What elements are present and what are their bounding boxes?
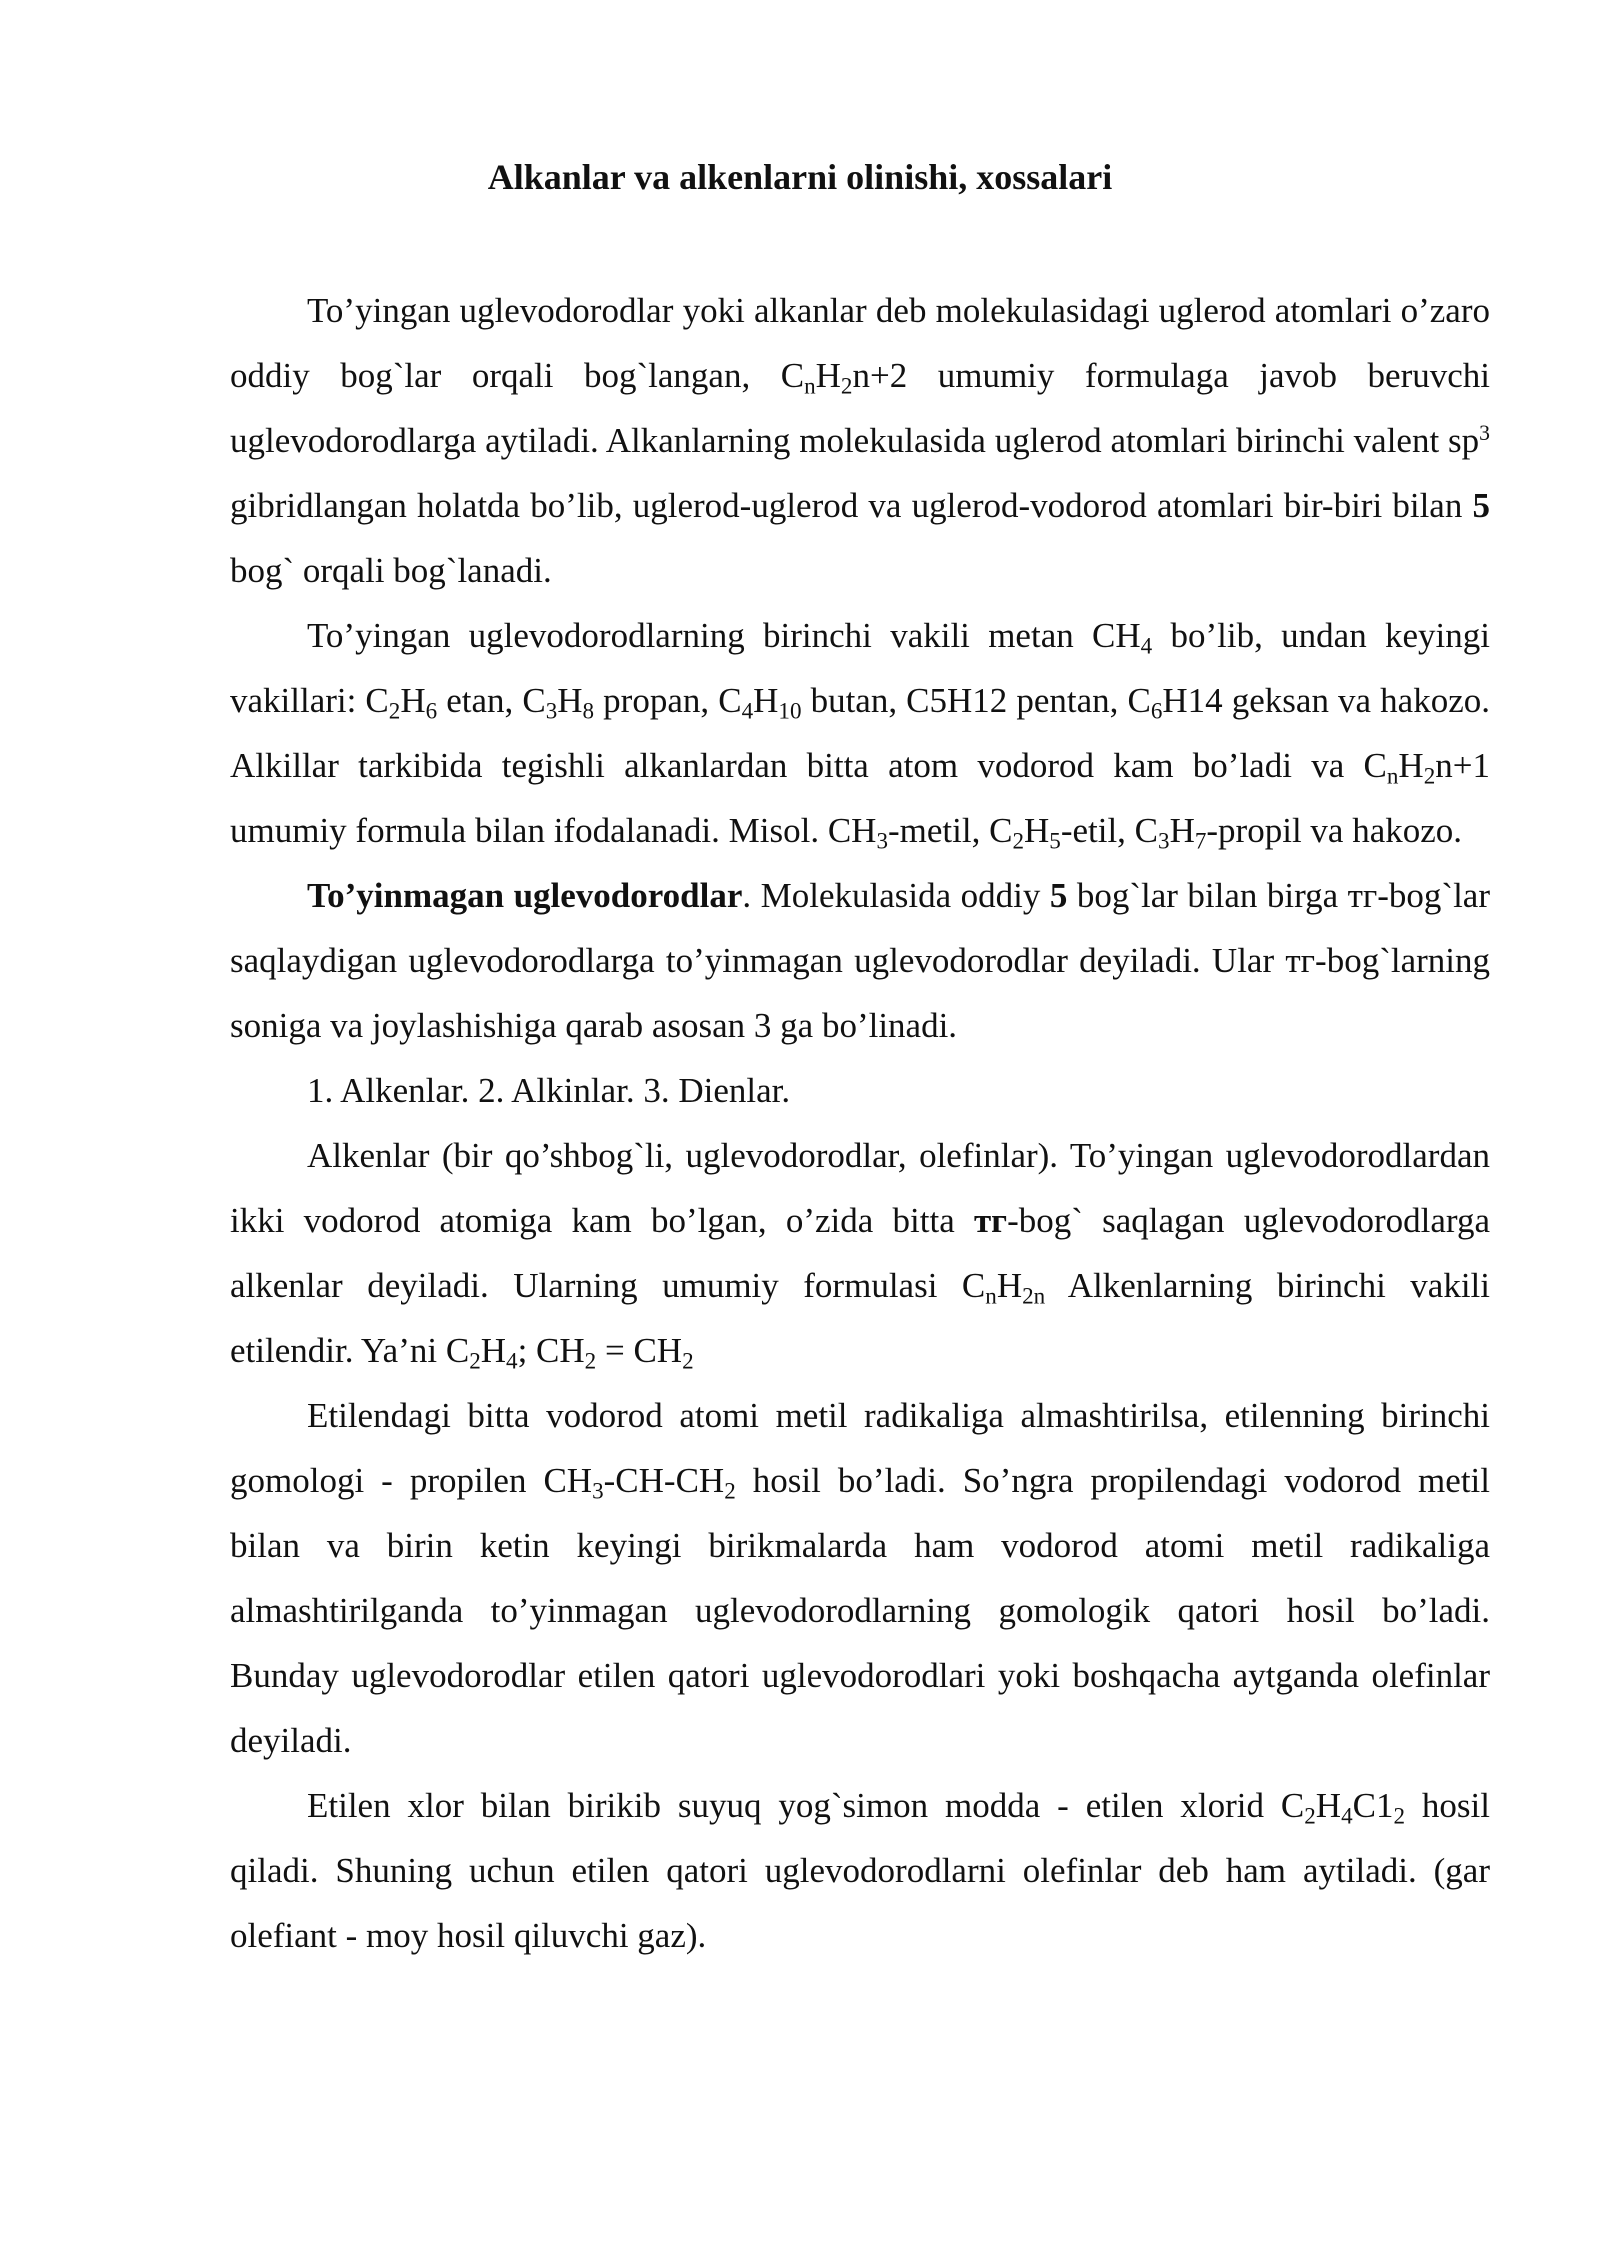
subscript: 4 xyxy=(1140,632,1153,659)
bold-text: ᴛг xyxy=(973,1201,1008,1240)
subscript: 2 xyxy=(1012,827,1024,854)
paragraph-propylene-homologs xyxy=(230,1383,1490,1773)
text-run: hosil bo’ladi. So’ngra propilendagi vodorod metil bilan va birin ketin keyingi birikmalarda ham vodorod atomi metil radikaliga almashtirilganda to’yinmagan uglevodorodlarning gomologik qatori hosil bo’ladi. Bunday uglevodorodlar etilen qatori uglevodorodlari yoki boshqacha aytganda olefinlar deyiladi. xyxy=(230,1461,1490,1760)
text-run: To’yingan uglevodorodlarning birinchi vakili metan CH xyxy=(307,616,1141,655)
subscript: 2 xyxy=(724,1477,736,1504)
subscript: n xyxy=(1386,762,1399,789)
page-title: Alkanlar va alkenlarni olinishi, xossalari xyxy=(487,157,1113,197)
text-run: -bog` saqlagan uglevodorodlarga alkenlar deyiladi. Ularning umumiy formulasi C xyxy=(230,1201,1490,1305)
superscript: 3 xyxy=(1479,421,1490,446)
subscript: n xyxy=(804,372,816,399)
text-run: H xyxy=(480,1331,507,1370)
text-run: -etil, C xyxy=(1060,811,1159,850)
text-run: Etilen xlor bilan birikib suyuq yog`simon modda - etilen xlorid C xyxy=(307,1786,1305,1825)
subscript: 4 xyxy=(1341,1802,1353,1829)
text-run: = CH xyxy=(596,1331,683,1370)
text-run: . Molekulasida oddiy xyxy=(742,876,1050,915)
subscript: 10 xyxy=(778,697,802,724)
text-run: H xyxy=(400,681,426,720)
bold-heading-text: To’yinmagan uglevodorodlar xyxy=(307,876,743,915)
subscript: 6 xyxy=(1150,697,1163,724)
subscript: 7 xyxy=(1194,827,1207,854)
subscript: 2 xyxy=(1393,1802,1406,1829)
bold-text: 5 xyxy=(1049,876,1068,915)
subscript: 6 xyxy=(425,697,438,724)
subscript: 3 xyxy=(545,697,558,724)
text-run: H xyxy=(753,681,779,720)
text-run: bog` orqali bog`lanadi. xyxy=(230,551,552,590)
text-run: -metil, C xyxy=(888,811,1013,850)
text-run: hosil qiladi. Shuning uchun etilen qatori uglevodorodlarni olefinlar deb ham aytiladi. (gar olefiant - moy hosil qiluvchi gaz). xyxy=(230,1786,1490,1955)
bold-text: 5 xyxy=(1472,486,1490,525)
text-run: Alkenlar (bir qo’shbog`li, uglevodorodlar, olefinlar). To’yingan uglevodorodlardan ikki vodorod atomiga kam bo’lgan, o’zida bitta xyxy=(230,1136,1490,1240)
subscript: 2 xyxy=(469,1347,481,1374)
text-run: H xyxy=(996,1266,1023,1305)
text-run: Etilendagi bitta vodorod atomi metil radikaliga almashtirilsa, etilenning birinchi gomologi - propilen CH xyxy=(230,1396,1490,1500)
paragraph-unsaturated-hydrocarbons xyxy=(230,863,1490,1058)
subscript: 8 xyxy=(582,697,595,724)
paragraph-classification-list: 1. Alkenlar. 2. Alkinlar. 3. Dienlar. xyxy=(307,1071,791,1110)
text-run: bo’lib, undan keyingi vakillari: C xyxy=(230,616,1490,720)
subscript: n xyxy=(985,1282,997,1309)
text-run: bog`lar bilan birga ᴛг-bog`lar saqlaydigan uglevodorodlarga to’yinmagan uglevodorodlar deyiladi. Ular ᴛг-bog`larning soniga va joylashishiga qarab asosan 3 ga bo’linadi. xyxy=(230,876,1490,1045)
text-run: n+2 umumiy formulaga javob beruvchi uglevodorodlarga aytiladi. Alkanlarning molekulasida uglerod atomlari birinchi valent sp xyxy=(230,356,1490,460)
text-run: H xyxy=(1398,746,1424,785)
subscript: 2 xyxy=(682,1347,694,1374)
text-run: -CH-CH xyxy=(603,1461,725,1500)
document-body xyxy=(230,278,1490,1968)
text-run: H xyxy=(1315,1786,1342,1825)
subscript: 3 xyxy=(876,827,888,854)
text-run: -propil va hakozo. xyxy=(1206,811,1463,850)
subscript: 2n xyxy=(1022,1282,1046,1309)
subscript: 2 xyxy=(1304,1802,1316,1829)
text-run: C1 xyxy=(1352,1786,1394,1825)
subscript: 2 xyxy=(1423,762,1436,789)
paragraph-alkenes-definition xyxy=(230,1123,1490,1383)
text-run: H14 geksan va hakozo. Alkillar tarkibida tegishli alkanlardan bitta atom vodorod kam bo’ladi va C xyxy=(230,681,1490,785)
paragraph-ethylene-chloride xyxy=(230,1773,1490,1968)
text-run: n+1 umumiy formula bilan ifodalanadi. Misol. CH xyxy=(230,746,1490,850)
text-run: etan, C xyxy=(437,681,546,720)
text-run: ; CH xyxy=(517,1331,585,1370)
subscript: 4 xyxy=(741,697,754,724)
text-run: H xyxy=(815,356,841,395)
paragraph-alkanes-definition xyxy=(230,278,1490,603)
paragraph-homologous-series xyxy=(230,603,1490,863)
subscript: 3 xyxy=(592,1477,604,1504)
text-run: To’yingan uglevodorodlar yoki alkanlar deb molekulasidagi uglerod atomlari o’zaro oddiy bog`lar orqali bog`langan, C xyxy=(230,291,1490,395)
text-run: butan, C5H12 pentan, C xyxy=(801,681,1151,720)
subscript: 2 xyxy=(584,1347,597,1374)
text-run: gibridlangan holatda bo’lib, uglerod-uglerod va uglerod-vodorod atomlari bir-biri bilan xyxy=(230,486,1473,525)
subscript: 4 xyxy=(506,1347,518,1374)
text-run: Alkenlarning birinchi vakili etilendir. Ya’ni C xyxy=(230,1266,1490,1370)
text-run: H xyxy=(557,681,583,720)
subscript: 3 xyxy=(1158,827,1170,854)
subscript: 5 xyxy=(1049,827,1061,854)
subscript: 2 xyxy=(388,697,401,724)
subscript: 2 xyxy=(840,372,853,399)
text-run: H xyxy=(1169,811,1195,850)
text-run: H xyxy=(1023,811,1050,850)
text-run: propan, C xyxy=(594,681,742,720)
